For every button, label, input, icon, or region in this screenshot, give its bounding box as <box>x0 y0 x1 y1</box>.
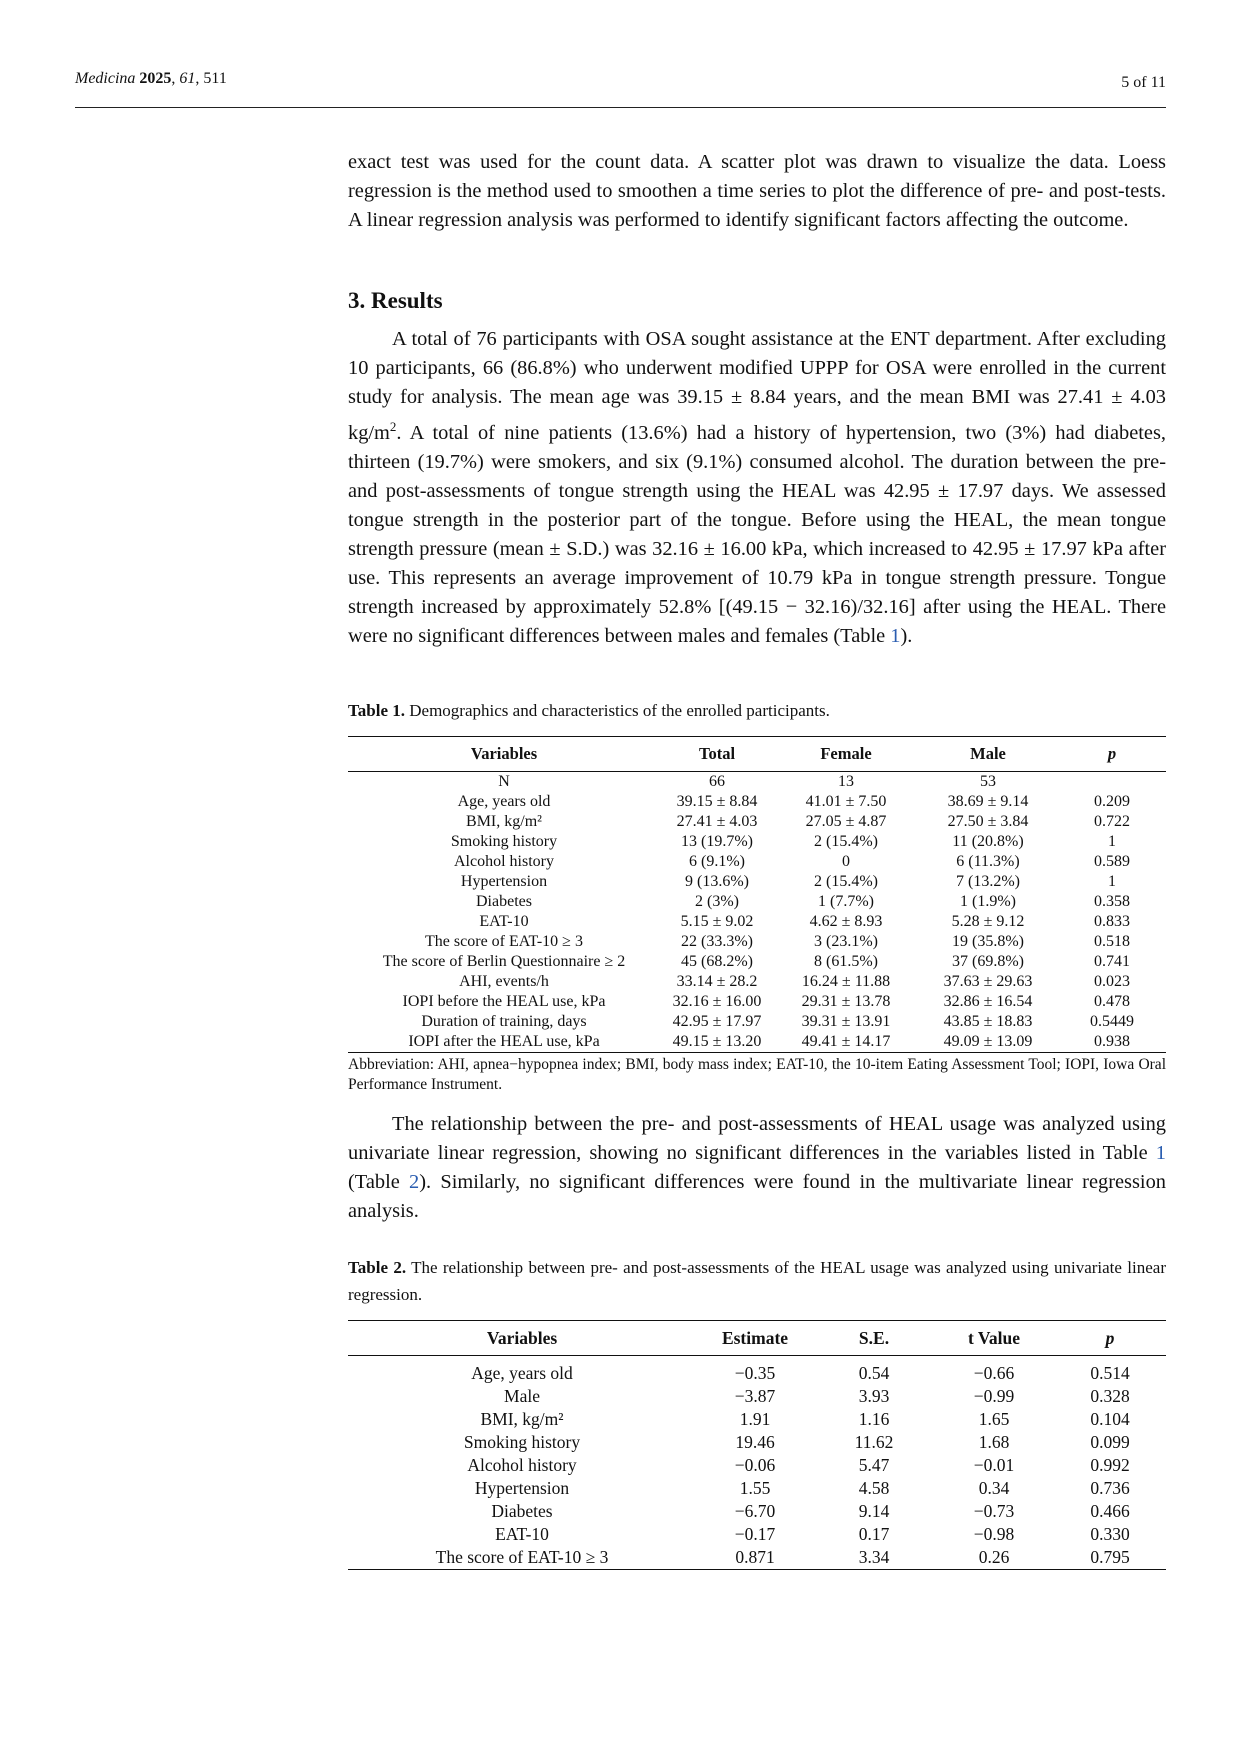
table-2-cell: 1.55 <box>739 1478 771 1498</box>
relationship-text-2: (Table <box>348 1171 410 1193</box>
table-2-cell: 3.93 <box>858 1386 890 1406</box>
table-1-abbreviation: Abbreviation: AHI, apnea−hypopnea index; BMI, body mass index; EAT-10, the 10-item Eating Assessment Tool; IOPI, Iowa Oral Performance Instrument. <box>348 1056 1166 1093</box>
table-2-label: Table 2. <box>348 1258 407 1277</box>
table-2-row <box>348 1356 1166 1386</box>
table-1-cell: 3 (23.1%) <box>814 933 878 950</box>
table-1-cell: 27.50 ± 3.84 <box>947 813 1029 830</box>
table-2-cell: 0.330 <box>1090 1524 1130 1544</box>
table-1-link[interactable]: 1 <box>890 624 901 647</box>
table-2-cell: −0.73 <box>973 1501 1015 1521</box>
table-1-cell: 27.41 ± 4.03 <box>676 813 758 830</box>
table-1-cell: 43.85 ± 18.83 <box>943 1013 1033 1030</box>
table-1-cell: 39.15 ± 8.84 <box>676 793 758 810</box>
table-2-cell: 19.46 <box>735 1432 775 1452</box>
table-1-cell: 1 (7.7%) <box>818 893 874 910</box>
table-1-cell: EAT-10 <box>479 913 529 930</box>
table-2-cell: 1.16 <box>858 1409 890 1429</box>
table-1-cell: 2 (15.4%) <box>814 833 878 850</box>
section-title: 3. Results <box>348 288 443 313</box>
journal-citation: Medicina 2025, 61, 511 <box>75 70 227 87</box>
table-1-cell: 6 (11.3%) <box>956 853 1020 870</box>
table-2-cell: 9.14 <box>858 1501 890 1521</box>
table-1-cell: 42.95 ± 17.97 <box>672 1013 762 1030</box>
table-2-cell: Male <box>504 1386 540 1406</box>
table-1-cell: 13 (19.7%) <box>681 833 753 850</box>
table-2-cell: −0.98 <box>973 1524 1015 1544</box>
table-1-header-cell: Female <box>820 744 872 763</box>
table-1-cell: Alcohol history <box>454 853 554 870</box>
intro-block <box>348 148 1166 235</box>
table-1-row <box>348 952 1166 972</box>
table-2-cell: The score of EAT-10 ≥ 3 <box>435 1547 609 1567</box>
results-text-3: ). <box>900 624 913 647</box>
table-1 <box>348 736 1166 1053</box>
table-1-cell: 0.5449 <box>1090 1013 1134 1030</box>
table-1-cell: 0.722 <box>1094 813 1130 830</box>
table-2-cell: 1.91 <box>739 1409 771 1429</box>
results-text-2: . A total of nine patients (13.6%) had a history of hypertension, two (3%) had diabetes, thirteen (19.7%) were smokers, and six (9.1%) consumed alcohol. The duration between the pre- and post-assessments of tongue strength using the HEAL was 42.95 ± 17.97 days. We assessed tongue strength in the posterior part of the tongue. Before using the HEAL, the mean tongue strength pressure (mean ± S.D.) was 32.16 ± 16.00 kPa, which increased to 42.95 ± 17.97 kPa after use. This represents an average improvement of 10.79 kPa in tongue strength pressure. Tongue strength increased by approximately 52.8% [(49.15 − 32.16)/32.16] after using the HEAL. There were no significant differences between males and females (Table <box>348 421 1166 647</box>
table-1-cell: Smoking history <box>450 833 558 850</box>
table-2-cell: EAT-10 <box>495 1524 549 1544</box>
results-paragraph <box>348 325 1166 651</box>
table-1-header-cell: Male <box>970 744 1006 763</box>
table-2-row <box>348 1477 1166 1500</box>
table-2-cell: Diabetes <box>491 1501 553 1521</box>
table-1-cell: AHI, events/h <box>459 973 549 990</box>
table-1-cell: 0.478 <box>1094 993 1130 1010</box>
table-2-cell: Age, years old <box>471 1363 573 1383</box>
table-2-body <box>348 1356 1166 1570</box>
table-2-header-row <box>348 1321 1166 1356</box>
table-1-cell: 13 <box>838 773 854 790</box>
table-1-block <box>348 736 1166 1095</box>
table-1-row <box>348 972 1166 992</box>
table-1-cell: 0.741 <box>1094 953 1130 970</box>
table-1-header-cell: Variables <box>470 744 538 763</box>
table-1-row <box>348 832 1166 852</box>
table-1-cell: 1 <box>1108 833 1116 850</box>
table-1-cell: IOPI before the HEAL use, kPa <box>402 993 606 1010</box>
table-1-caption-text: Demographics and characteristics of the enrolled participants. <box>405 701 830 720</box>
table-1-row <box>348 772 1166 793</box>
table-1-cell: 32.16 ± 16.00 <box>672 993 762 1010</box>
table-2-cell: Hypertension <box>474 1478 570 1498</box>
table-2-cell: 0.466 <box>1090 1501 1130 1521</box>
results-text-1: A total of 76 participants with OSA sought assistance at the ENT department. After excluding 10 participants, 66 (86.8%) who underwent modified UPPP for OSA were enrolled in the current study for analysis. The mean age was 39.15 ± 8.84 years, and the mean BMI was 27.41 ± 4.03 kg/m <box>348 328 1166 444</box>
table-1-cell: IOPI after the HEAL use, kPa <box>408 1033 600 1050</box>
journal-name: Medicina <box>75 70 136 87</box>
intro-paragraph: exact test was used for the count data. A scatter plot was drawn to visualize the data. Loess regression is the method used to smoothen a time series to plot the difference of pre- and post-tests. A linear regression analysis was performed to identify significant factors affecting the outcome. <box>348 151 1166 231</box>
table-2-header-cell: Estimate <box>721 1327 789 1348</box>
article-number: 511 <box>203 70 227 87</box>
table-1-cell: 7 (13.2%) <box>956 873 1020 890</box>
table-2-cell: 5.47 <box>858 1455 890 1475</box>
page-number: 5 of 11 <box>1121 74 1166 91</box>
table-1-cell: 53 <box>980 773 996 790</box>
table-1-header-cell: Total <box>698 744 736 763</box>
table-1-cell: Hypertension <box>460 873 548 890</box>
table-1-cell: 37 (69.8%) <box>952 953 1024 970</box>
table-2-cell: 0.17 <box>858 1524 890 1544</box>
table-1-row <box>348 792 1166 812</box>
journal-volume: 61 <box>179 70 196 87</box>
table-1-cell: Duration of training, days <box>421 1013 587 1030</box>
table-1-row <box>348 892 1166 912</box>
table-1-cell: N <box>498 773 510 790</box>
journal-year: 2025 <box>139 70 172 87</box>
table-2-row <box>348 1546 1166 1570</box>
table-1-cell: 5.15 ± 9.02 <box>680 913 754 930</box>
table-1-cell: BMI, kg/m² <box>466 813 542 830</box>
table-1-cell: 66 <box>709 773 725 790</box>
table-1-cell: 0.358 <box>1094 893 1130 910</box>
relationship-text-1: The relationship between the pre- and post-assessments of HEAL usage was analyzed using univariate linear regression, showing no significant differences in the variables listed in Table <box>348 1113 1166 1164</box>
table-2-cell: −0.66 <box>973 1363 1015 1383</box>
table-2-cell: BMI, kg/m² <box>480 1409 564 1429</box>
table-2-caption-text: The relationship between pre- and post-assessments of the HEAL usage was analyzed using univariate linear regression. <box>348 1258 1166 1304</box>
table-2-header-cell: S.E. <box>858 1327 890 1348</box>
table-2-cell: Alcohol history <box>467 1455 577 1475</box>
table-1-cell: 41.01 ± 7.50 <box>805 793 887 810</box>
table-1-cell: 6 (9.1%) <box>689 853 745 870</box>
table-2-row <box>348 1408 1166 1431</box>
table-2-cell: −3.87 <box>734 1386 776 1406</box>
table-1-cell: 32.86 ± 16.54 <box>943 993 1033 1010</box>
table-1-row <box>348 852 1166 872</box>
table-2-cell: 0.795 <box>1090 1547 1130 1567</box>
table-1-caption <box>348 697 1166 724</box>
table-1-cell: 0.938 <box>1094 1033 1130 1050</box>
table-2-cell: 3.34 <box>858 1547 890 1567</box>
table-1-cell: 1 <box>1108 873 1116 890</box>
table-1-cell: 38.69 ± 9.14 <box>947 793 1029 810</box>
table-1-header-cell: p <box>1107 744 1117 763</box>
table-1-row <box>348 872 1166 892</box>
table-2-cell: −0.99 <box>973 1386 1015 1406</box>
table-2-row <box>348 1385 1166 1408</box>
table-2-cell: 0.54 <box>858 1363 890 1383</box>
table-1-header-row <box>348 737 1166 772</box>
table-2-cell: 0.736 <box>1090 1478 1130 1498</box>
table-1-cell: 1 (1.9%) <box>960 893 1016 910</box>
table-1-row <box>348 992 1166 1012</box>
table-1-cell: 33.14 ± 28.2 <box>676 973 758 990</box>
table-2-cell: 1.65 <box>978 1409 1010 1429</box>
table-2-row <box>348 1500 1166 1523</box>
table-1-cell: 9 (13.6%) <box>685 873 749 890</box>
table-1-cell: 19 (35.8%) <box>952 933 1024 950</box>
table-1-cell <box>1058 772 1166 793</box>
results-section <box>348 288 1166 314</box>
table-2 <box>348 1320 1166 1570</box>
table-1-row <box>348 1012 1166 1032</box>
table-1-cell: 49.41 ± 14.17 <box>801 1033 891 1050</box>
table-1-cell: 22 (33.3%) <box>681 933 753 950</box>
table-1-cell: 39.31 ± 13.91 <box>801 1013 891 1030</box>
header-rule <box>75 107 1166 108</box>
table-2-block <box>348 1320 1166 1570</box>
table-2-cell: −0.01 <box>973 1455 1015 1475</box>
table-1-cell: 49.09 ± 13.09 <box>943 1033 1033 1050</box>
table-2-cell: 1.68 <box>978 1432 1010 1452</box>
table-2-cell: 0.099 <box>1090 1432 1130 1452</box>
table-2-row <box>348 1523 1166 1546</box>
table-2-cell: 0.992 <box>1090 1455 1130 1475</box>
table-1-cell: 5.28 ± 9.12 <box>951 913 1025 930</box>
table-1-cell: 37.63 ± 29.63 <box>943 973 1033 990</box>
table-2-cell: −6.70 <box>734 1501 776 1521</box>
table-1-caption-block <box>348 697 1166 724</box>
table-2-cell: 0.104 <box>1090 1409 1130 1429</box>
table-1-cell: 0.023 <box>1094 973 1130 990</box>
table-2-cell: Smoking history <box>463 1432 581 1452</box>
table-2-cell: 11.62 <box>854 1432 894 1452</box>
table-1-cell: The score of Berlin Questionnaire ≥ 2 <box>382 953 626 970</box>
table-2-cell: 0.26 <box>978 1547 1010 1567</box>
table-1-cell: 29.31 ± 13.78 <box>801 993 891 1010</box>
table-2-link[interactable]: 2 <box>409 1171 420 1193</box>
table-2-caption-block <box>348 1254 1166 1308</box>
table-1-row <box>348 1032 1166 1053</box>
table-2-header-cell: Variables <box>486 1327 558 1348</box>
table-1-cell: 0.518 <box>1094 933 1130 950</box>
table-1-cell: 2 (15.4%) <box>814 873 878 890</box>
table-1-row <box>348 932 1166 952</box>
table-1-cell: 8 (61.5%) <box>814 953 878 970</box>
table-1-cell: Age, years old <box>457 793 551 810</box>
table-2-caption <box>348 1254 1166 1308</box>
table-1-cell: 16.24 ± 11.88 <box>801 973 891 990</box>
table-1-cell: 45 (68.2%) <box>681 953 753 970</box>
table-1-cell: 2 (3%) <box>695 893 739 910</box>
table-1-row <box>348 812 1166 832</box>
table-1-label: Table 1. <box>348 701 406 720</box>
table-2-cell: 4.58 <box>858 1478 890 1498</box>
table-2-cell: 0.871 <box>735 1547 775 1567</box>
table-2-header-cell: t Value <box>967 1327 1021 1348</box>
table-1-cell: 27.05 ± 4.87 <box>805 813 887 830</box>
table-1-row <box>348 912 1166 932</box>
relationship-text-3: ). Similarly, no significant differences were found in the multivariate linear regression analysis. <box>348 1171 1166 1222</box>
table-1-cell: Diabetes <box>476 893 532 910</box>
table-1-cell: 0.589 <box>1094 853 1130 870</box>
table-1-body <box>348 772 1166 1053</box>
results-block <box>348 325 1166 651</box>
table-1-cell: 49.15 ± 13.20 <box>672 1033 762 1050</box>
superscript: 2 <box>389 419 397 434</box>
table-2-header-cell: p <box>1105 1327 1115 1348</box>
table-1-cell: 4.62 ± 8.93 <box>809 913 883 930</box>
table-2-cell: −0.35 <box>734 1363 776 1383</box>
table-2-row <box>348 1431 1166 1454</box>
table-1-cell: 11 (20.8%) <box>952 833 1024 850</box>
table-2-cell: 0.514 <box>1090 1363 1130 1383</box>
table-2-row <box>348 1454 1166 1477</box>
table-1-cell: The score of EAT-10 ≥ 3 <box>425 933 583 950</box>
table-2-cell: 0.328 <box>1090 1386 1130 1406</box>
table-1-cell: 0.833 <box>1094 913 1130 930</box>
table-1-link[interactable]: 1 <box>1155 1142 1166 1164</box>
table-2-cell: −0.17 <box>734 1524 776 1544</box>
table-1-cell: 0.209 <box>1094 793 1130 810</box>
relationship-paragraph <box>348 1110 1166 1226</box>
table-1-cell: 0 <box>842 853 850 870</box>
table-2-cell: −0.06 <box>734 1455 776 1475</box>
relationship-block <box>348 1110 1166 1226</box>
table-2-cell: 0.34 <box>978 1478 1010 1498</box>
